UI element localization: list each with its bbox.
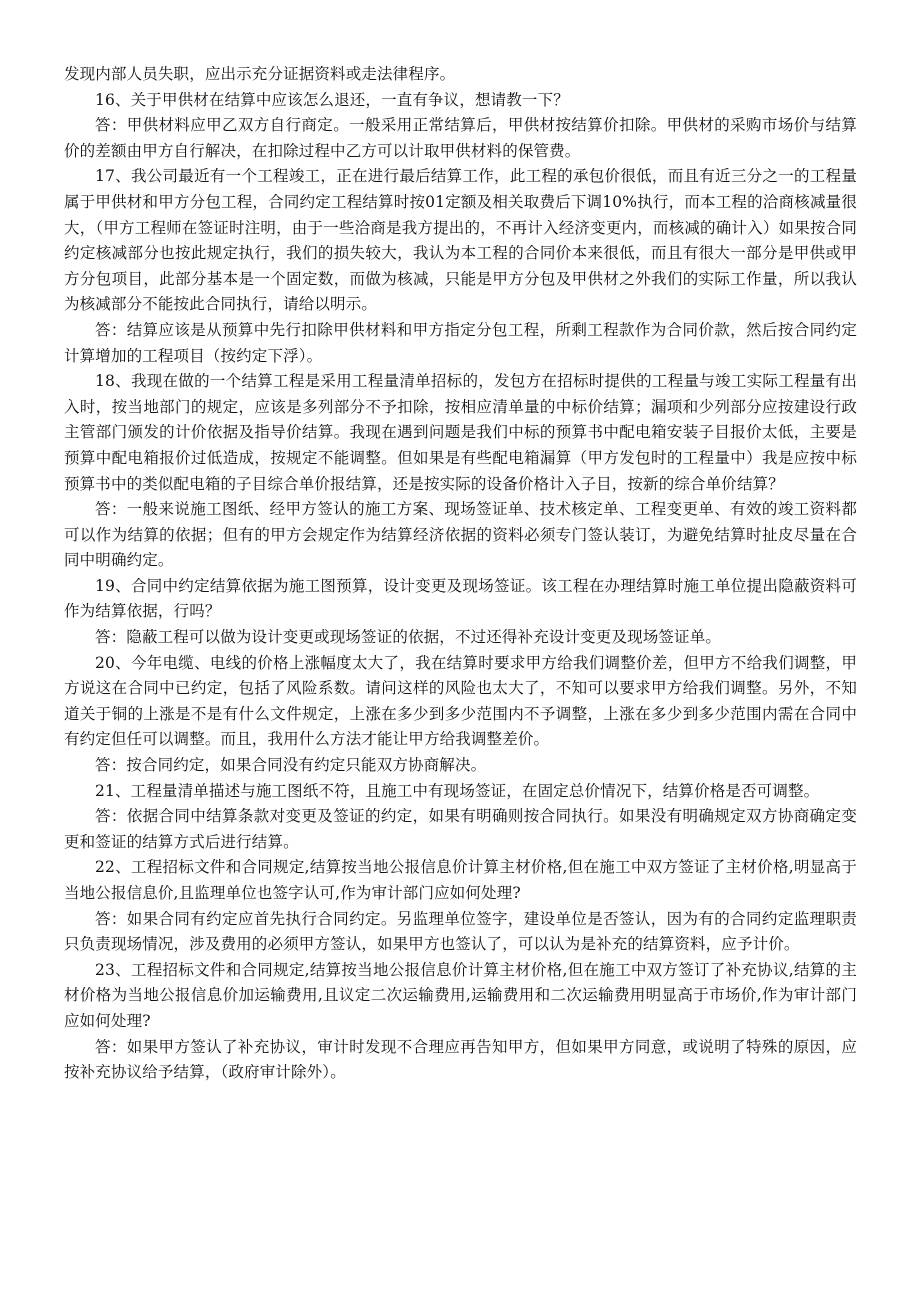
answer-16: 答：甲供材料应甲乙双方自行商定。一般采用正常结算后，甲供材按结算价扣除。甲供材的采购市场价与结算价的差额由甲方自行解决，在扣除过程中乙方可以计取甲供材料的保管费。: [64, 116, 857, 160]
document-page: [64, 62, 857, 1086]
paragraph-intro: 发现内部人员失职，应出示充分证据资料或走法律程序。: [64, 65, 456, 83]
question-18: 18、我现在做的一个结算工程是采用工程量清单招标的，发包方在招标时提供的工程量与竣工实际工程量有出入时，按当地部门的规定，应该是多列部分不予扣除，按相应清单量的中标价结算；漏项和少列部分应按建设行政主管部门颁发的计价依据及指导价结算。我现在遇到问题是我们中标的预算书中配电箱安装子目报价太低，主要是预算中配电箱报价过低造成，按规定不能调整。但如果是有些配电箱漏算（甲方发包时的工程量中）我是应按中标预算书中的类似配电箱的子目综合单价报结算，还是按实际的设备价格计入子目，按新的综合单价结算？: [64, 372, 857, 493]
question-21: 21、工程量清单描述与施工图纸不符，且施工中有现场签证，在固定总价情况下，结算价格是否可调整。: [95, 781, 820, 800]
question-23: 23、工程招标文件和合同规定,结算按当地公报信息价计算主材价格,但在施工中双方签订了补充协议,结算的主材价格为当地公报信息价加运输费用,且议定二次运输费用,运输费用和二次运输费用明显高于市场价,作为审计部门应如何处理?: [64, 960, 857, 1030]
answer-20: 答：按合同约定，如果合同没有约定只能双方协商解决。: [95, 756, 487, 775]
question-19: 19、合同中约定结算依据为施工图预算，设计变更及现场签证。该工程在办理结算时施工单位提出隐蔽资料可作为结算依据，行吗？: [64, 576, 857, 621]
answer-17: 答：结算应该是从预算中先行扣除甲供材料和甲方指定分包工程，所剩工程款作为合同价款，然后按合同约定计算增加的工程项目（按约定下浮）。: [64, 320, 857, 365]
answer-19: 答：隐蔽工程可以做为设计变更或现场签证的依据，不过还得补充设计变更及现场签证单。: [95, 628, 722, 647]
answer-21: 答：依据合同中结算条款对变更及签证的约定，如果有明确则按合同执行。如果没有明确规定双方协商确定变更和签证的结算方式后进行结算。: [64, 807, 857, 851]
question-20: 20、今年电缆、电线的价格上涨幅度太大了，我在结算时要求甲方给我们调整价差，但甲方不给我们调整，甲方说这在合同中已约定，包括了风险系数。请问这样的风险也太大了，不知可以要求甲方给我们调整。另外，不知道关于铜的上涨是不是有什么文件规定，上涨在多少到多少范围内不予调整，上涨在多少到多少范围内需在合同中有约定但任可以调整。而且，我用什么方法才能让甲方给我调整差价。: [64, 653, 857, 749]
answer-23: 答：如果甲方签认了补充协议，审计时发现不合理应再告知甲方，但如果甲方同意，或说明了特殊的原因，应按补充协议给予结算，（政府审计除外）。: [64, 1037, 857, 1082]
question-22: 22、工程招标文件和合同规定,结算按当地公报信息价计算主材价格,但在施工中双方签证了主材价格,明显高于当地公报信息价,且监理单位也签字认可,作为审计部门应如何处理?: [64, 858, 857, 902]
answer-18: 答：一般来说施工图纸、经甲方签认的施工方案、现场签证单、技术核定单、工程变更单、有效的竣工资料都可以作为结算的依据；但有的甲方会规定作为结算经济依据的资料必须专门签认装订，为避免结算时扯皮尽量在合同中明确约定。: [64, 500, 857, 570]
answer-22: 答：如果合同有约定应首先执行合同约定。另监理单位签字，建设单位是否签认，因为有的合同约定监理职责只负责现场情况，涉及费用的必须甲方签认，如果甲方也签认了，可以认为是补充的结算资料，应予计价。: [64, 909, 857, 954]
question-17: 17、我公司最近有一个工程竣工，正在进行最后结算工作，此工程的承包价很低，而且有近三分之一的工程量属于甲供材和甲方分包工程，合同约定工程结算时按01定额及相关取费后下调10%执行，而本工程的洽商核减量很大，（甲方工程师在签证时注明，由于一些洽商是我方提出的，不再计入经济变更内，而核减的确计入）如果按合同约定核减部分也按此规定执行，我们的损失较大，我认为本工程的合同价本来很低，而且有很大一部分是甲供或甲方分包项目，此部分基本是一个固定数，而做为核减，只能是甲方分包及甲供材之外我们的实际工作量，所以我认为核减部分不能按此合同执行，请给以明示。: [64, 167, 857, 314]
question-16: 16、关于甲供材在结算中应该怎么退还，一直有争议，想请教一下？: [95, 90, 569, 109]
